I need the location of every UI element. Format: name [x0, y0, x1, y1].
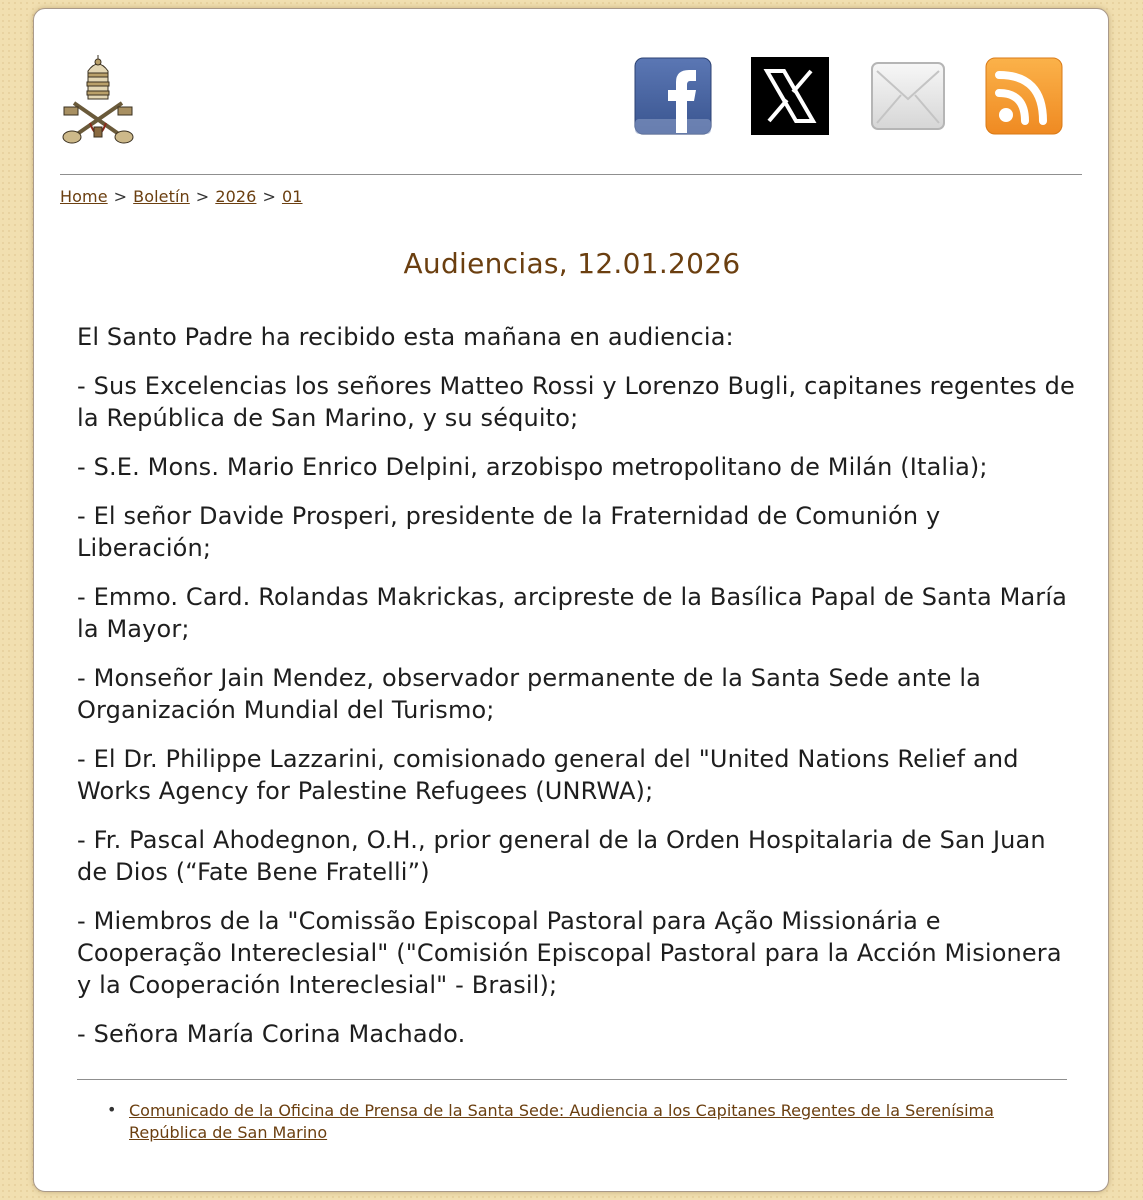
content-card [33, 8, 1109, 1192]
list-item [129, 1100, 1069, 1144]
header-divider [60, 174, 1082, 175]
rss-feed-button[interactable] [985, 57, 1063, 135]
intro-paragraph: El Santo Padre ha recibido esta mañana en audiencia: [77, 323, 734, 351]
footer-divider [77, 1079, 1067, 1080]
x-icon [751, 57, 829, 135]
audience-item: - Emmo. Card. Rolandas Makrickas, arcipreste de la Basílica Papal de Santa María la Mayor; [77, 583, 1067, 643]
breadcrumb-year-link[interactable]: 2026 [215, 187, 257, 206]
audience-item: - El señor Davide Prosperi, presidente de la Fraternidad de Comunión y Liberación; [77, 502, 941, 562]
breadcrumb-month-link[interactable]: 01 [281, 187, 303, 206]
audience-item: - S.E. Mons. Mario Enrico Delpini, arzobispo metropolitano de Milán (Italia); [77, 453, 988, 481]
holy-see-coat-of-arms-logo[interactable] [60, 53, 136, 147]
related-communique-link[interactable]: Comunicado de la Oficina de Prensa de la Santa Sede: Audiencia a los Capitanes Regentes de la Serenísima República de San Marino [129, 1101, 994, 1142]
audience-item: - El Dr. Philippe Lazzarini, comisionado general del "United Nations Relief and Works Agency for Palestine Refugees (UNRWA); [77, 745, 1019, 805]
email-icon [869, 57, 947, 135]
page-title: Audiencias, 12.01.2026 [403, 247, 741, 280]
breadcrumb-separator: > [113, 187, 128, 206]
breadcrumb [60, 187, 303, 206]
audience-item: - Monseñor Jain Mendez, observador permanente de la Santa Sede ante la Organización Mundial del Turismo; [77, 664, 982, 724]
breadcrumb-separator: > [262, 187, 276, 206]
audience-item: - Fr. Pascal Ahodegnon, O.H., prior general de la Orden Hospitalaria de San Juan de Dios (“Fate Bene Fratelli”) [77, 826, 1046, 886]
rss-icon [985, 57, 1063, 135]
facebook-share-button[interactable] [634, 57, 712, 135]
facebook-icon [634, 57, 712, 135]
audience-item: - Sus Excelencias los señores Matteo Rossi y Lorenzo Bugli, capitanes regentes de la República de San Marino, y su séquito; [77, 372, 1075, 432]
audience-item: - Miembros de la "Comissão Episcopal Pastoral para Ação Missionária e Cooperação Intereclesial" ("Comisión Episcopal Pastoral para la Acción Misionera y la Cooperación Intereclesial" - Brasil); [77, 907, 1062, 999]
audience-item: - Señora María Corina Machado. [77, 1020, 466, 1048]
article-body [77, 321, 1077, 1067]
related-links-list [129, 1100, 1069, 1144]
email-share-button[interactable] [869, 57, 947, 135]
x-share-button[interactable] [751, 57, 829, 135]
breadcrumb-boletin-link[interactable]: Boletín [133, 187, 190, 206]
breadcrumb-separator: > [195, 187, 210, 206]
breadcrumb-home-link[interactable]: Home [60, 187, 108, 206]
